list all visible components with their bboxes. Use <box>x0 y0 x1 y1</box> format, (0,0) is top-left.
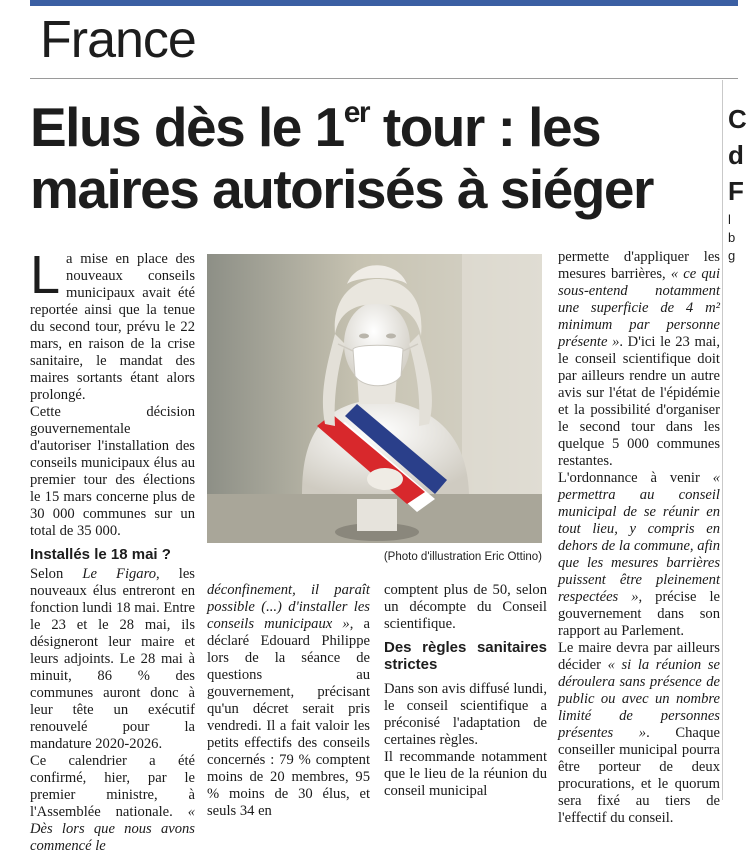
paragraph <box>30 753 195 855</box>
headline-superscript: er <box>343 96 370 129</box>
paragraph <box>558 249 720 470</box>
photo-caption: (Photo d'illustration Eric Ottino) <box>383 551 542 563</box>
paragraph: comptent plus de 50, selon un décompte du Conseil scientifique. <box>384 582 547 632</box>
text-run: Selon <box>30 566 83 582</box>
marianne-bust-illustration <box>207 254 542 543</box>
text-run: Ce calendrier a été confirmé, hier, par le premier ministre, à l'Assemblée nationale. <box>30 753 195 820</box>
adjacent-article-edge: F <box>728 176 744 206</box>
photo-marianne-bust <box>207 254 542 543</box>
quote-run: « permettra au conseil municipal de se réunir en tout lieu, y compris en dehors de la commune, afin que les mesures barrières puissent être pleinement respectées » <box>558 470 720 605</box>
paragraph: Dans son avis diffusé lundi, le conseil scientifique a préconisé l'adaptation de certaines règles. <box>384 681 547 748</box>
paragraph: Cette décision gouvernementale d'autoriser l'installation des conseils municipaux élus au premier tour des élections le 15 mars concerne plus de 30 000 communes sur un total de 35 000. <box>30 404 195 539</box>
headline <box>30 96 720 220</box>
newspaper-name: Le Figaro <box>82 566 157 582</box>
text-run: . Chaque conseiller municipal pourra être porteur de deux procurations, et le quorum sera fixé au tiers de l'effectif du conseil. <box>558 725 720 826</box>
text-run: . D'ici le 23 mai, le conseil scientifique doit par ailleurs rendre un autre avis sur l'état de l'épidémie et la possibilité d'organiser le second tour dans les quelque 5 000 communes restantes. <box>558 334 721 469</box>
paragraph <box>30 566 195 753</box>
header-rule <box>30 78 738 79</box>
paragraph <box>558 640 720 827</box>
text-run: , a déclaré Edouard Philippe lors de la séance de questions au gouvernement, précisant qu'un décret serait pris vendredi. Il a fait valoir les petits effectifs des conseils concernés : 79 % comptent moins de 20 membres, 95 % moins de 30 élus, et seuls 34 en <box>207 616 370 819</box>
top-color-bar <box>30 0 738 6</box>
quote-run: « si la réunion se déroulera sans présence de public ou avec un nombre limité de personnes présentes » <box>558 657 720 741</box>
quote-run: « ce qui sous-entend notamment une superficie de 4 m² minimum par personne présente » <box>558 266 721 350</box>
text-run: , les nouveaux élus entreront en fonction lundi 18 mai. Entre le 23 et le 28 mai, ils désigneront leur maire et leurs adjoints. Le 28 mai à minuit, 86 % des communes auront donc à leur tête un exécutif renouvelé pour la mandature 2020-2026. <box>30 566 195 752</box>
subheading-installes: Installés le 18 mai ? <box>30 546 171 563</box>
text-run: permette d'appliquer les mesures barrières, <box>558 249 720 282</box>
adjacent-article-edge: C <box>728 104 747 134</box>
paragraph: Il recommande notamment que le lieu de la réunion du conseil municipal <box>384 749 547 799</box>
article-column-3 <box>384 582 547 800</box>
article-column-2 <box>207 582 370 820</box>
quote-run: déconfinement, il paraît possible (...) d'installer les conseils municipaux » <box>207 582 370 632</box>
adjacent-article-edge: l <box>728 212 731 227</box>
article-column-4 <box>558 249 720 827</box>
paragraph <box>207 582 370 820</box>
adjacent-article-edge: b <box>728 230 736 245</box>
text-run: , précise le gouvernement dans son rapport au Parlement. <box>558 589 720 639</box>
subheading-regles-sanitaires: Des règles sanitaires strictes <box>384 639 547 673</box>
column-separator <box>722 80 723 800</box>
quote-run: « Dès lors que nous avons commencé le <box>30 804 195 854</box>
adjacent-article-edge: d <box>728 140 744 170</box>
headline-text-b: tour : les <box>369 96 601 158</box>
headline-text-c: maires autorisés à siéger <box>30 158 653 220</box>
text-run: Le maire devra par ailleurs décider <box>558 640 720 673</box>
section-title: France <box>40 11 196 69</box>
text-run: L'ordonnance à venir <box>558 470 713 486</box>
article-column-1-lower <box>30 546 195 855</box>
article-column-1 <box>30 245 195 540</box>
adjacent-article-edge: g <box>728 248 736 263</box>
headline-text-a: Elus dès le 1 <box>30 96 344 158</box>
drop-cap: L <box>30 245 61 305</box>
lead-paragraph <box>30 245 195 404</box>
paragraph <box>558 470 720 640</box>
lead-text: a mise en place des nouveaux conseils municipaux avait été reportée ainsi que la tenue du second tour, prévu le 22 mars, en raison de la crise sanitaire, le mandat des maires sortants étant alors prolongé. <box>30 251 195 403</box>
